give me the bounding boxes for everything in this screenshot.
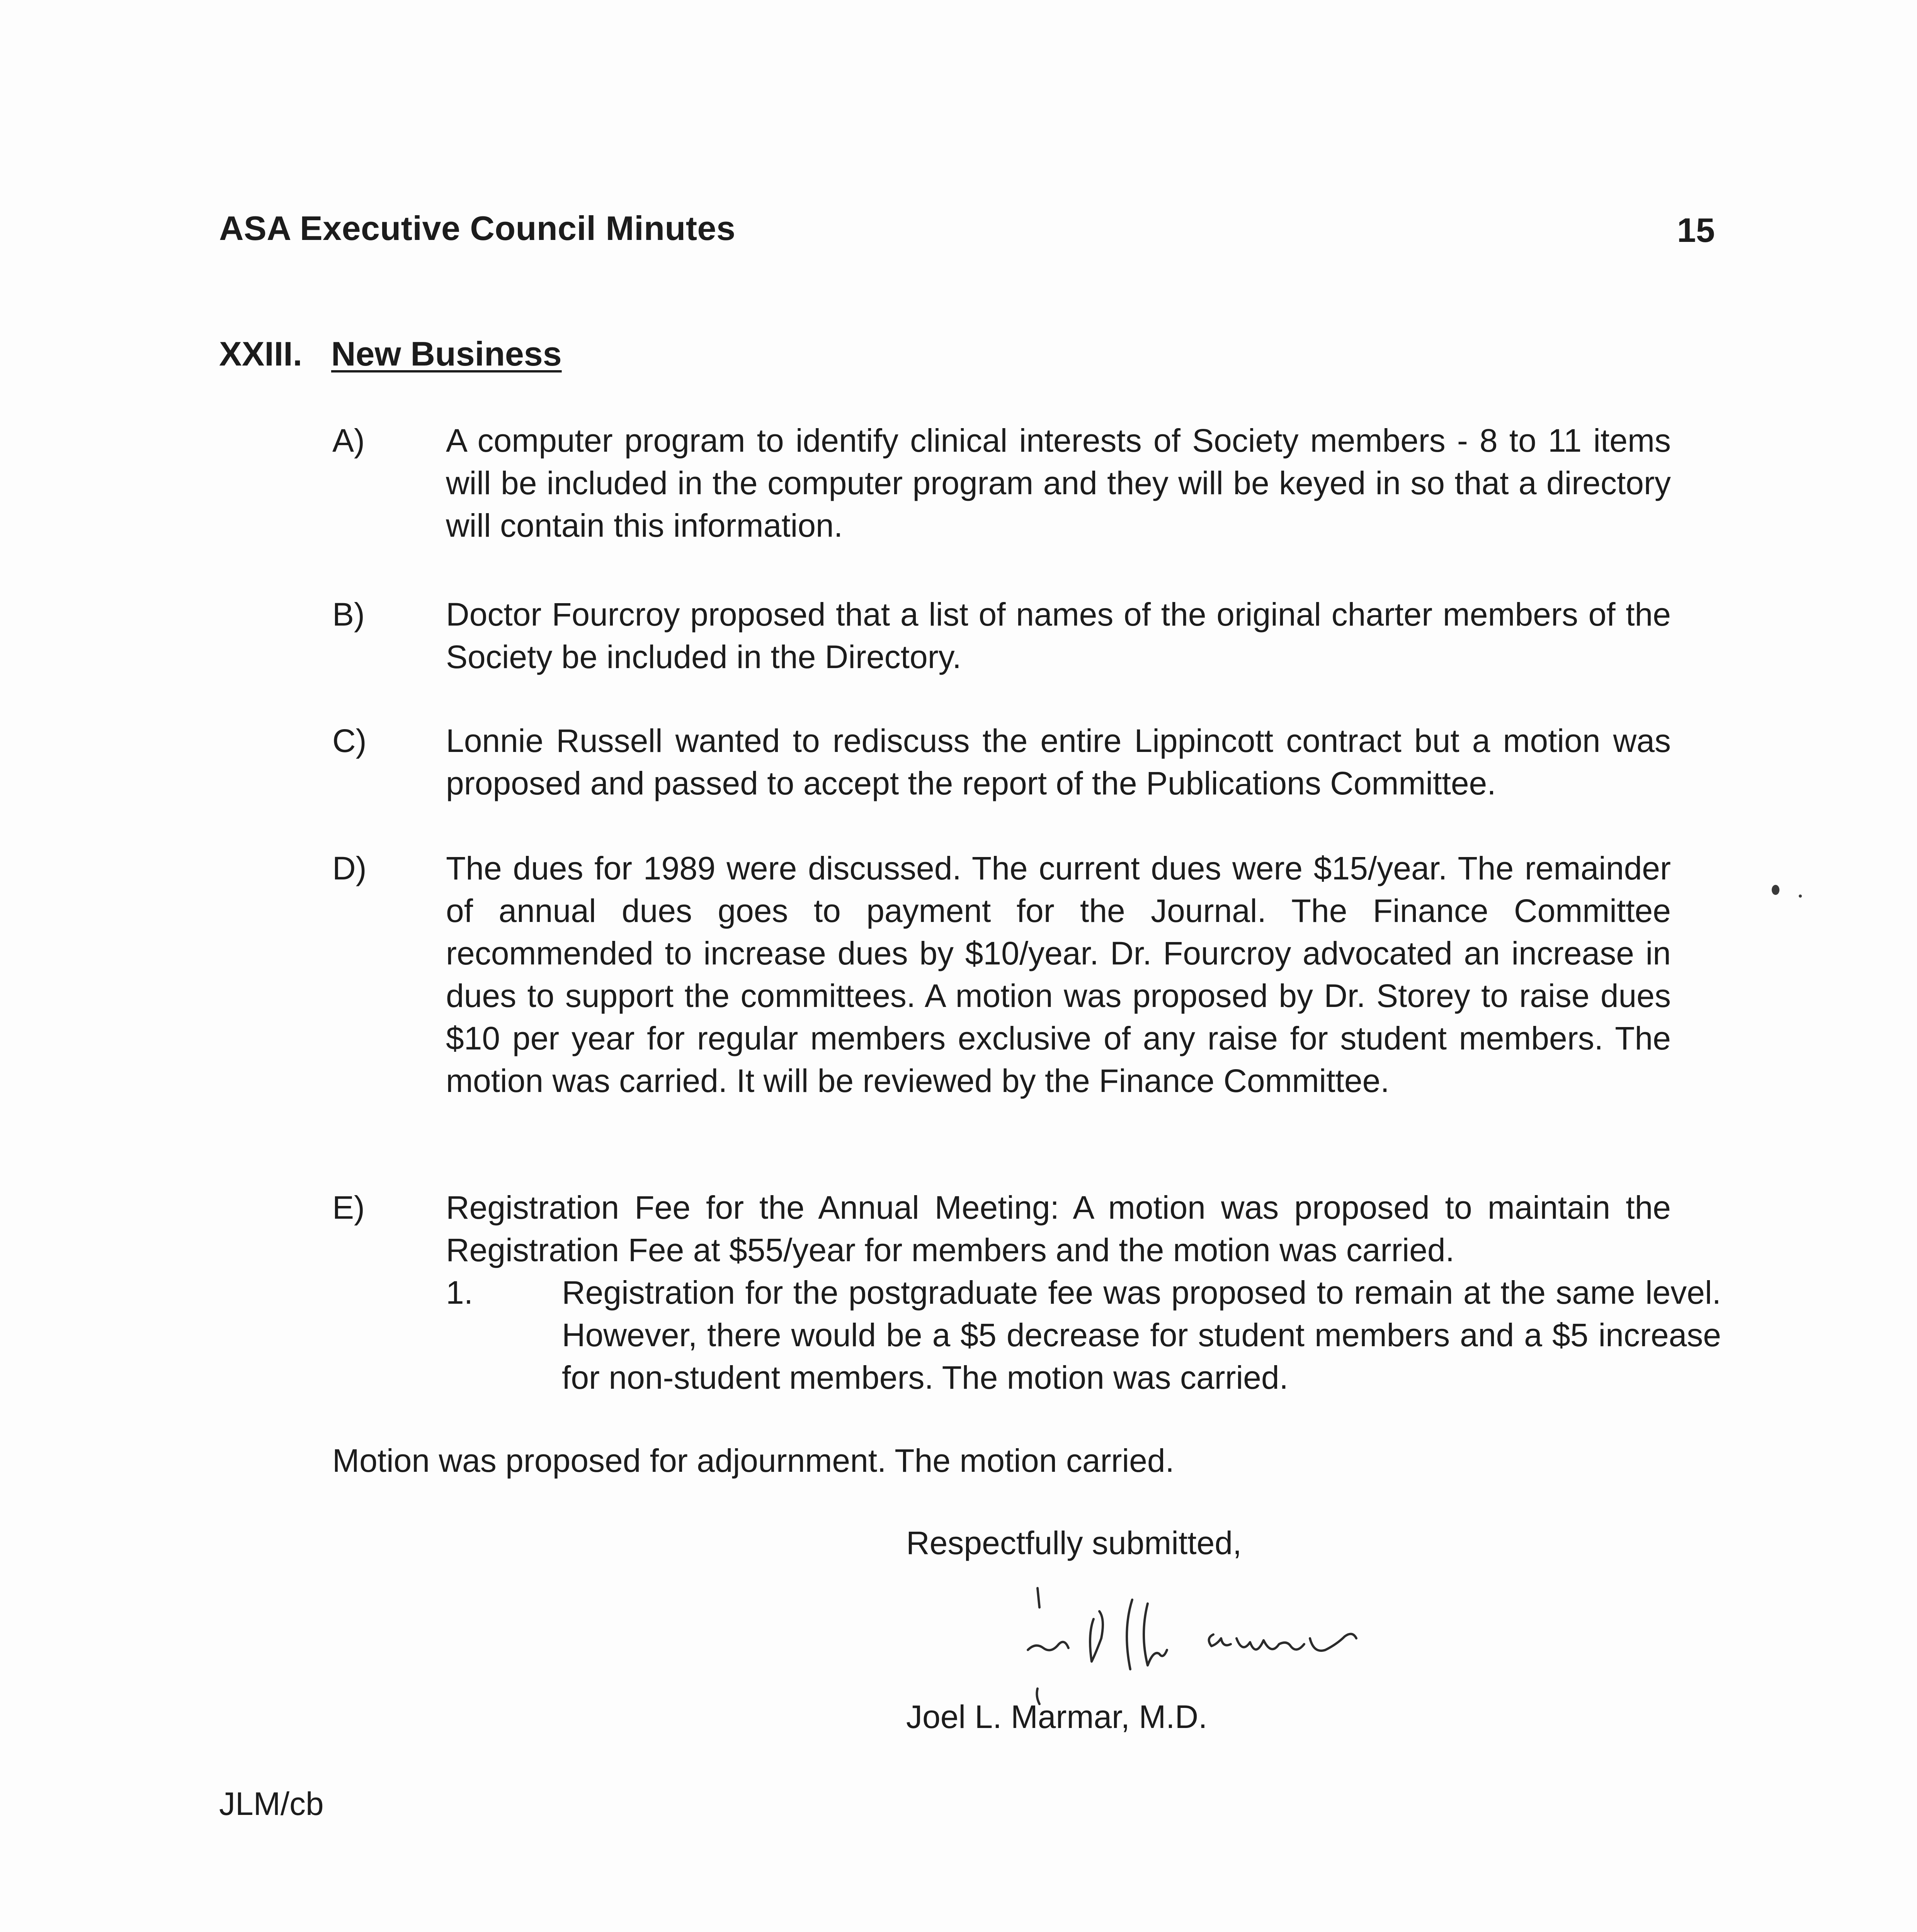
- handwritten-signature: [1020, 1561, 1522, 1708]
- section-number: XXIII.: [219, 335, 303, 373]
- item-text: Registration Fee for the Annual Meeting: A motion was proposed to maintain the Registration Fee at $55/year for members and the motion was carried.: [446, 1189, 1671, 1268]
- page-number: 15: [1677, 211, 1715, 249]
- document-header-title: ASA Executive Council Minutes: [219, 209, 736, 247]
- list-item: [332, 1186, 1723, 1271]
- section-title: New Business: [331, 335, 562, 373]
- list-item: [332, 847, 1723, 1102]
- item-letter: C): [332, 723, 367, 759]
- scan-speck: [1799, 895, 1802, 898]
- item-letter: D): [332, 850, 367, 886]
- item-letter: A): [332, 422, 365, 459]
- item-text: A computer program to identify clinical interests of Society members - 8 to 11 items will be included in the computer program and they will be keyed in so that a directory will contain this information.: [446, 422, 1671, 544]
- sub-list-item: [446, 1271, 1721, 1399]
- closing-statement: Motion was proposed for adjournment. The motion carried.: [332, 1442, 1174, 1479]
- list-item: [332, 719, 1723, 804]
- subitem-number: 1.: [446, 1274, 473, 1311]
- item-text: Lonnie Russell wanted to rediscuss the entire Lippincott contract but a motion was proposed and passed to accept the report of the Publications Committee.: [446, 723, 1671, 801]
- item-text: Doctor Fourcroy proposed that a list of names of the original charter members of the Society be included in the Directory.: [446, 596, 1671, 675]
- subitem-text: Registration for the postgraduate fee was proposed to remain at the same level. However, there would be a $5 decrease for student members and a $5 increase for non-student members. The motion was carried.: [562, 1274, 1721, 1396]
- item-text: The dues for 1989 were discussed. The current dues were $15/year. The remainder of annual dues goes to payment for the Journal. The Finance Committee recommended to increase dues by $10/year. Dr. Fourcroy advocated an increase in dues to support the committees. A motion was proposed by Dr. Storey to raise dues $10 per year for regular members exclusive of any raise for student members. The motion was carried. It will be reviewed by the Finance Committee.: [446, 850, 1671, 1099]
- item-letter: E): [332, 1189, 365, 1226]
- list-item: [332, 593, 1723, 678]
- section-heading: [219, 334, 562, 374]
- typist-initials: JLM/cb: [219, 1786, 324, 1822]
- signer-name: Joel L. Marmar, M.D.: [906, 1699, 1208, 1735]
- item-letter: B): [332, 596, 365, 633]
- sign-off: Respectfully submitted,: [906, 1525, 1242, 1561]
- scan-speck: [1772, 885, 1779, 895]
- list-item: [332, 419, 1723, 547]
